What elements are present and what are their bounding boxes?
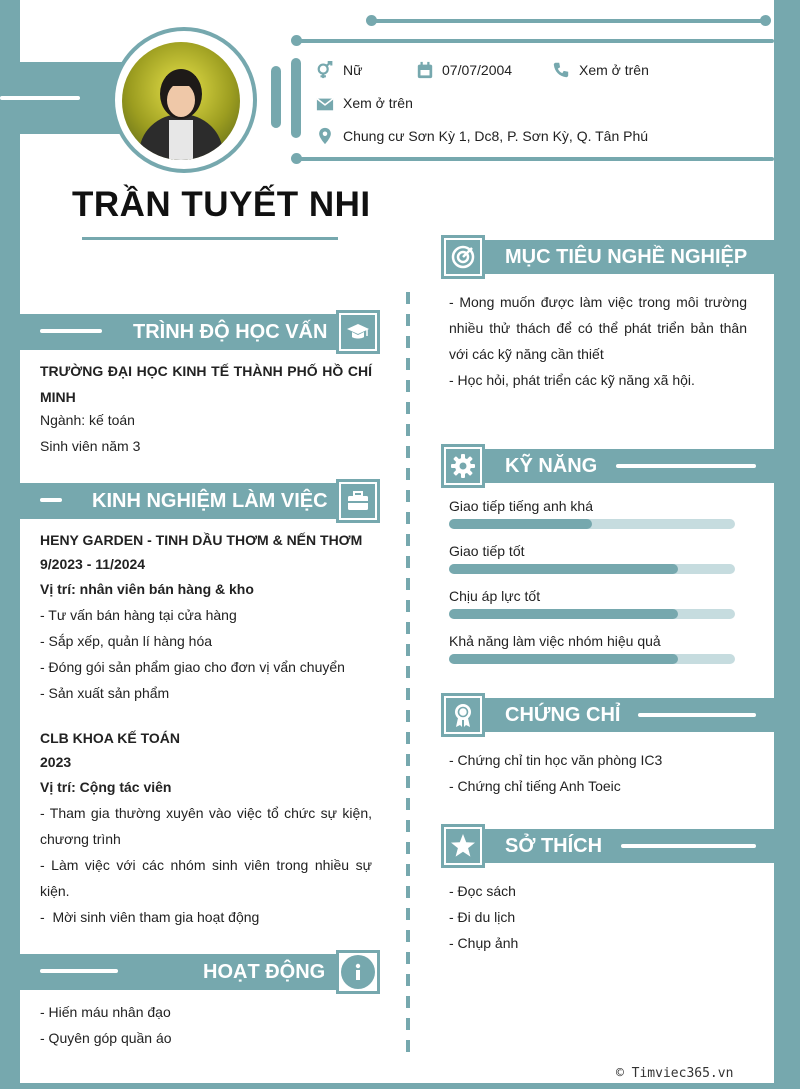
right-border (774, 0, 800, 1089)
certificates-header-line (638, 713, 756, 717)
certificates-title: CHỨNG CHỈ (505, 704, 621, 726)
job-2-task: - Làm việc với các nhóm sinh viên trong nhiều sự kiện. (40, 857, 372, 899)
job-1-position: Vị trí: nhân viên bán hàng & kho (40, 581, 254, 597)
job-2-period: 2023 (40, 754, 72, 770)
certificate-item: - Chứng chỉ tiếng Anh Toeic (449, 778, 621, 794)
certificates-icon-box (441, 693, 485, 737)
header-vbar-1 (271, 66, 281, 128)
bottom-border (0, 1083, 800, 1089)
job-1-task: - Sản xuất sản phẩm (40, 685, 170, 701)
job-1-task: - Sắp xếp, quản lí hàng hóa (40, 633, 213, 649)
address-value: Chung cư Sơn Kỳ 1, Dc8, P. Sơn Kỳ, Q. Tân Phú (343, 128, 649, 144)
skills-header-line (616, 464, 756, 468)
avatar-figure (122, 42, 240, 160)
skill-label: Giao tiếp tiếng anh khá (449, 498, 593, 514)
phone-icon (552, 61, 570, 79)
briefcase-icon (346, 489, 370, 513)
education-title: TRÌNH ĐỘ HỌC VẤN (133, 321, 328, 343)
skill-bar (449, 654, 735, 664)
skill-bar (449, 519, 735, 529)
activities-header-line (40, 969, 118, 973)
avatar (122, 42, 240, 160)
gender-value: Nữ (343, 62, 363, 78)
job-1-task: - Tư vấn bán hàng tại cửa hàng (40, 607, 237, 623)
email-value: Xem ở trên (343, 95, 413, 111)
skill-bar-fill (449, 564, 678, 574)
job-1-company: HENY GARDEN - TINH DẦU THƠM & NẾN THƠM (40, 532, 363, 548)
job-2-position: Vị trí: Cộng tác viên (40, 779, 172, 795)
job-1-period: 9/2023 - 11/2024 (40, 556, 146, 572)
hobby-item: - Chụp ảnh (449, 935, 519, 951)
gear-icon (450, 453, 476, 479)
experience-title: KINH NGHIỆM LÀM VIỆC (92, 490, 328, 512)
education-major: Ngành: kế toán (40, 412, 135, 428)
email-icon (316, 95, 334, 113)
certificate-item: - Chứng chỉ tin học văn phòng IC3 (449, 752, 663, 768)
hobbies-header-line (621, 844, 756, 848)
name-underline (82, 237, 338, 240)
header-dot-end (760, 15, 771, 26)
job-2-task: - Tham gia thường xuyên vào việc tổ chức sự kiện, chương trình (40, 805, 372, 847)
calendar-icon (416, 61, 434, 79)
experience-header-line (40, 498, 62, 502)
footer-watermark: © Timviec365.vn (616, 1066, 734, 1081)
phone-value: Xem ở trên (579, 62, 649, 78)
activities-icon-box (336, 950, 380, 994)
activity-item: - Hiến máu nhân đạo (40, 1004, 171, 1020)
skills-icon-box (441, 444, 485, 488)
candidate-name: TRẦN TUYẾT NHI (72, 185, 371, 224)
education-header-line (40, 329, 102, 333)
hobby-item: - Đọc sách (449, 883, 516, 899)
activities-title: HOẠT ĐỘNG (203, 961, 326, 983)
header-line-top (372, 19, 767, 23)
gender-icon (316, 61, 334, 79)
job-2-task: - Mời sinh viên tham gia hoạt động (40, 909, 260, 925)
objective-title: MỤC TIÊU NGHỀ NGHIỆP (505, 246, 748, 268)
skill-bar-fill (449, 519, 592, 529)
education-school: TRƯỜNG ĐẠI HỌC KINH TẾ THÀNH PHỐ HỒ CHÍ MINH (40, 363, 372, 405)
info-icon (346, 960, 370, 984)
skill-bar (449, 564, 735, 574)
birthday-value: 07/07/2004 (442, 62, 513, 78)
activity-item: - Quyên góp quần áo (40, 1030, 172, 1046)
skill-label: Giao tiếp tốt (449, 543, 525, 559)
skill-label: Khả năng làm việc nhóm hiệu quả (449, 633, 661, 649)
hobbies-title: SỞ THÍCH (505, 835, 603, 857)
objective-item: - Học hỏi, phát triển các kỹ năng xã hội. (449, 372, 695, 388)
award-icon (450, 702, 476, 728)
job-1-task: - Đóng gói sản phẩm giao cho đơn vị vẩn chuyển (40, 659, 345, 675)
skill-bar (449, 609, 735, 619)
left-border (0, 0, 20, 1089)
skill-bar-fill (449, 654, 678, 664)
location-icon (316, 127, 334, 145)
skill-label: Chịu áp lực tốt (449, 588, 541, 604)
hobby-item: - Đi du lịch (449, 909, 516, 925)
education-year: Sinh viên năm 3 (40, 438, 141, 454)
job-2-company: CLB KHOA KẾ TOÁN (40, 730, 180, 746)
graduation-cap-icon (346, 320, 370, 344)
objective-item: - Mong muốn được làm việc trong môi trường nhiều thử thách để có thể phát triển bản thân với các kỹ năng cần thiết (449, 294, 747, 362)
skill-bar-fill (449, 609, 678, 619)
experience-icon-box (336, 479, 380, 523)
skills-title: KỸ NĂNG (505, 455, 598, 477)
header-line-bot (296, 157, 774, 161)
hobbies-icon-box (441, 824, 485, 868)
star-icon (450, 833, 476, 859)
objective-icon-box (441, 235, 485, 279)
header-vbar-2 (291, 58, 301, 138)
header-band-line (0, 96, 80, 100)
column-divider (406, 292, 410, 1062)
target-icon (450, 244, 476, 270)
header-line-mid (296, 39, 774, 43)
education-icon-box (336, 310, 380, 354)
